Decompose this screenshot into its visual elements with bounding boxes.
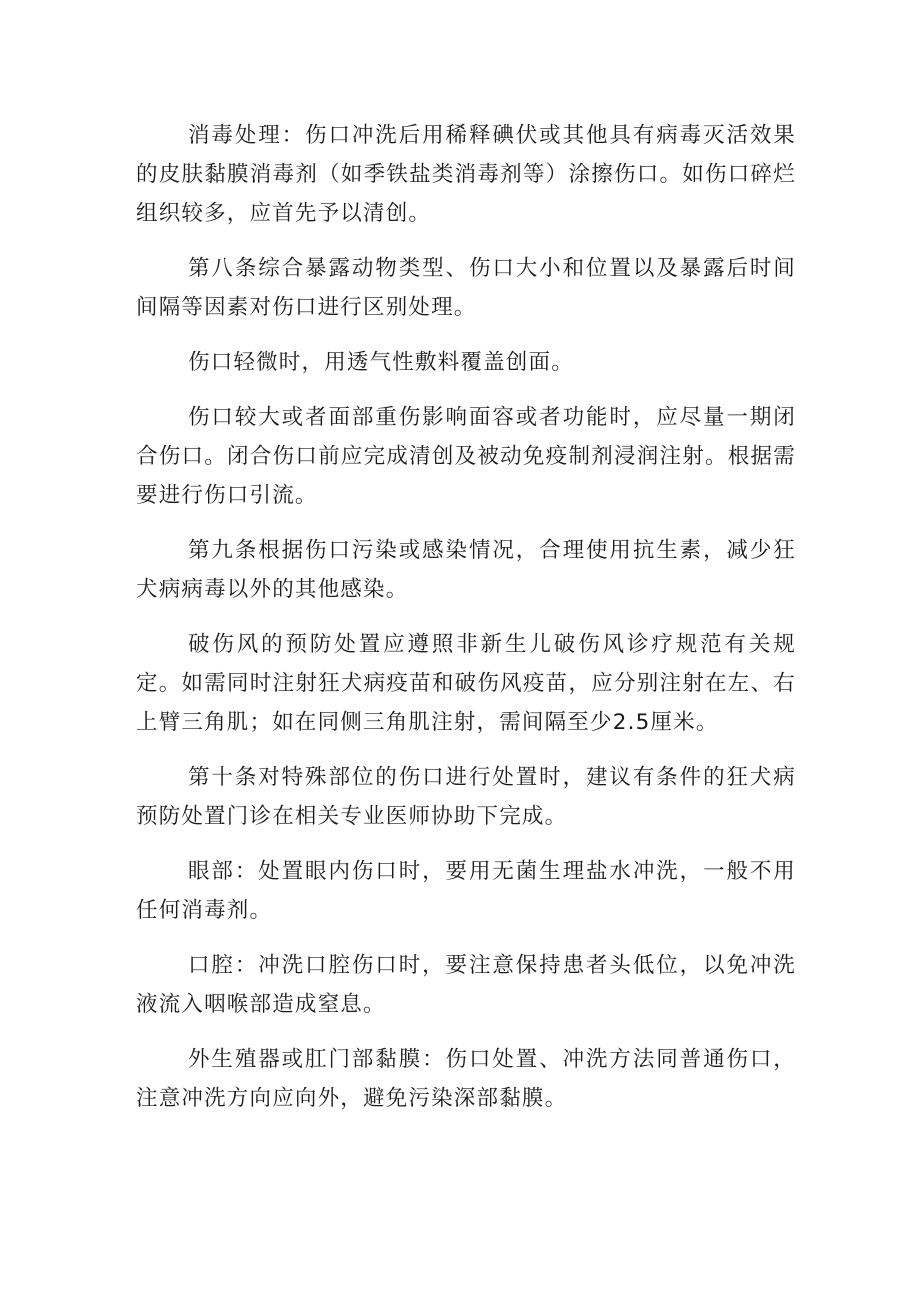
- document-body: [136, 116, 796, 1134]
- paragraph-eye: 眼部：处置眼内伤口时，要用无菌生理盐水冲洗，一般不用任何消毒剂。: [136, 859, 796, 923]
- paragraph-tetanus: 破伤风的预防处置应遵照非新生儿破伤风诊疗规范有关规定。如需同时注射狂犬病疫苗和破伤风疫苗，应分别注射在左、右上臂三角肌；如在同侧三角肌注射，需间隔至少2.5厘米。: [136, 632, 796, 735]
- paragraph-genital-mucosa: 外生殖器或肛门部黏膜：伤口处置、冲洗方法同普通伤口，注意冲洗方向应向外，避免污染深部黏膜。: [136, 1047, 796, 1111]
- paragraph-article-10: 第十条对特殊部位的伤口进行处置时，建议有条件的狂犬病预防处置门诊在相关专业医师协助下完成。: [136, 765, 796, 829]
- paragraph-disinfection: 消毒处理：伤口冲洗后用稀释碘伏或其他具有病毒灭活效果的皮肤黏膜消毒剂（如季铁盐类消毒剂等）涂擦伤口。如伤口碎烂组织较多，应首先予以清创。: [136, 123, 796, 226]
- paragraph-minor-wound: 伤口轻微时，用透气性敷料覆盖创面。: [188, 350, 574, 375]
- paragraph-mouth: 口腔：冲洗口腔伤口时，要注意保持患者头低位，以免冲洗液流入咽喉部造成窒息。: [136, 953, 796, 1017]
- paragraph-article-8: 第八条综合暴露动物类型、伤口大小和位置以及暴露后时间间隔等因素对伤口进行区别处理。: [136, 256, 796, 320]
- paragraph-major-wound: 伤口较大或者面部重伤影响面容或者功能时，应尽量一期闭合伤口。闭合伤口前应完成清创及被动免疫制剂浸润注射。根据需要进行伤口引流。: [136, 405, 796, 508]
- paragraph-article-9: 第九条根据伤口污染或感染情况，合理使用抗生素，减少狂犬病病毒以外的其他感染。: [136, 538, 796, 602]
